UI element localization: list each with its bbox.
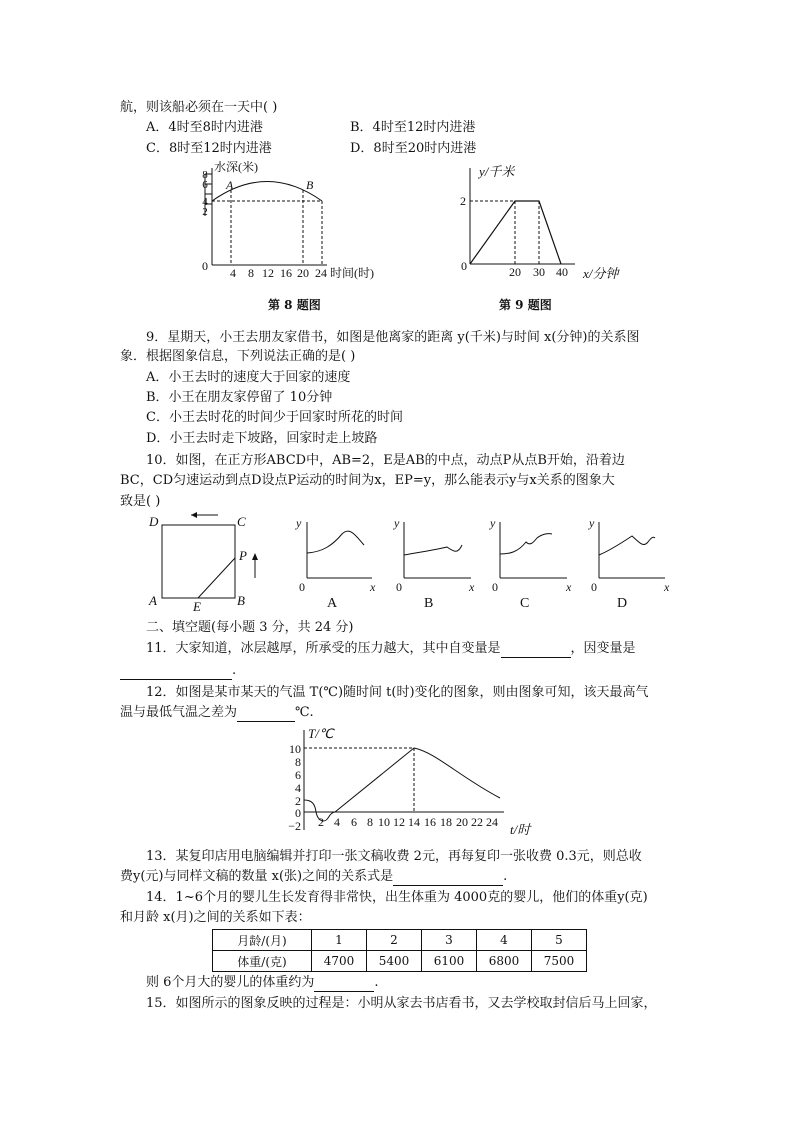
fig9-xtick-20: 20 [509,265,521,279]
fig9-caption: 第 9 题图 [499,298,552,312]
fig8-ytick-8: 8 [202,169,208,181]
fig9-origin: 0 [461,259,467,273]
svg-text:22: 22 [471,815,483,829]
q10-label-a: A [149,593,157,608]
fig8-ytick-2: 2 [202,206,208,218]
table-cell: 5 [532,930,587,951]
svg-text:8: 8 [295,755,301,769]
q9-stem-1: 9．星期天，小王去朋友家借书，如图是他离家的距离 y(千米)与时间 x(分钟)的关系图 [146,330,640,345]
fig8-ylabel: 水深(米) [214,160,258,174]
q9-option-a: A．小王去时的速度大于回家的速度 [146,370,351,385]
fig12-xlabel: t/时 [510,822,531,837]
svg-text:6: 6 [351,815,357,829]
q13-stem-2 [120,868,507,886]
table-cell: 月龄/(月) [213,930,312,951]
fig9-xtick-40: 40 [556,265,568,279]
svg-text:x: x [566,580,572,594]
q10-stem-3: 致是( ) [120,494,161,509]
svg-text:x: x [370,580,376,594]
table-cell: 体重/(克) [213,951,312,972]
q10-graph-b [393,516,475,611]
fig8-xtick: 20 [297,266,309,280]
q8-option-a: A．4时至8时内进港 [146,120,263,135]
fig9-graph [455,160,635,290]
q10-label-e: E [193,599,201,614]
q11-stem-end: . [232,663,237,678]
svg-text:4: 4 [334,815,340,829]
q11-stem [146,640,636,658]
q13-stem-1: 13．某复印店用电脑编辑并打印一张文稿收费 2元，再每复印一张收费 0.3元，则总收 [146,849,642,864]
q10-label-c: C [237,514,246,529]
q14-stem-3b: . [374,975,379,990]
fig8-xtick: 16 [280,266,292,280]
q14-stem-2: 和月龄 x(月)之间的关系如下表： [120,910,311,925]
q10-graph-label-b: B [424,596,434,611]
svg-text:18: 18 [440,815,452,829]
q14-stem-1: 14．1~6个月的婴儿生长发育得非常快，出生体重为 4000克的婴儿，他们的体重y(克) [146,890,648,905]
section-2-heading: 二、填空题(每小题 3 分，共 24 分) [146,620,354,635]
fig8-point-b: B [306,178,314,192]
fig8-ytick-4: 4 [202,196,208,208]
fig9-ytick-2: 2 [460,194,466,208]
q14-blank[interactable] [314,977,374,992]
q10-square-figure [145,510,270,615]
table-cell: 1 [312,930,367,951]
svg-text:2: 2 [295,794,301,808]
svg-text:y: y [296,516,302,530]
fig8-xlabel: 时间(时) [330,266,374,280]
q10-graph-label-d: D [617,596,628,611]
fig8-xtick: 24 [315,266,327,280]
q12-stem-2b: ℃. [295,705,314,720]
fig8-xtick: 4 [230,266,236,280]
q10-label-d: D [149,514,159,529]
q8-option-b: B．4时至12时内进港 [350,120,476,135]
svg-text:12: 12 [393,815,405,829]
table-cell: 7500 [532,951,587,972]
q12-blank[interactable] [237,707,295,722]
fig9-ylabel: y/千米 [479,164,515,179]
svg-text:0: 0 [299,580,305,594]
q8-stem-end: 航，则该船必须在一天中( ) [120,100,278,115]
q15-stem-1: 15．如图所示的图象反映的过程是：小明从家去书店看书，又去学校取封信后马上回家， [146,996,657,1011]
svg-text:0: 0 [295,806,301,820]
table-cell: 4 [477,930,532,951]
fig8-caption: 第 8 题图 [268,298,321,312]
q10-graph-label-a: A [327,596,338,611]
q13-blank[interactable] [393,871,503,886]
svg-text:−2: −2 [288,819,301,833]
q11-blank-2[interactable] [120,665,232,680]
q10-graph-a [295,516,376,611]
svg-text:14: 14 [408,815,420,829]
svg-text:0: 0 [492,580,498,594]
svg-text:y: y [589,516,595,530]
q8-option-c: C．8时至12时内进港 [146,141,272,156]
svg-text:y: y [490,516,496,530]
table-row [213,930,587,951]
q10-stem-1: 10．如图，在正方形ABCD中，AB=2，E是AB的中点，动点P从点B开始，沿着边 [146,453,625,468]
q10-graph-c [489,516,572,611]
fig8-ytick-6: 6 [202,179,208,191]
fig8-graph [195,160,395,290]
svg-text:6: 6 [295,768,301,782]
q12-stem-2a: 温与最低气温之差为 [120,705,238,720]
svg-text:8: 8 [367,815,373,829]
q14-stem-3 [146,974,379,992]
table-cell: 3 [422,930,477,951]
fig8-point-a: A [226,178,234,192]
q9-option-b: B．小王在朋友家停留了 10分钟 [146,390,333,405]
svg-text:y: y [394,516,400,530]
fig9-xtick-30: 30 [533,265,545,279]
q11-stem-b: ，因变量是 [570,641,636,656]
fig12-ylabel: T/℃ [308,726,334,741]
q10-stem-2: BC，CD匀速运动到点D设点P运动的时间为x，EP=y，那么能表示y与x关系的图象大 [120,473,615,488]
q14-table [212,929,587,972]
table-cell: 6100 [422,951,477,972]
q10-graph-label-c: C [520,596,530,611]
q10-graph-d [585,510,685,615]
svg-text:x: x [469,580,475,594]
fig8-origin: 0 [202,259,208,273]
q10-segment-ep [198,558,235,598]
table-cell: 5400 [367,951,422,972]
q9-stem-2: 象．根据图象信息，下列说法正确的是( ) [120,349,356,364]
svg-text:2: 2 [318,815,324,829]
fig8-xtick: 12 [262,266,274,280]
q11-stem-a: 11．大家知道，冰层越厚，所承受的压力越大，其中自变量是 [146,641,501,656]
svg-text:20: 20 [456,815,468,829]
q10-label-p: P [239,548,247,563]
table-cell: 6800 [477,951,532,972]
table-row [213,951,587,972]
q12-stem-2 [120,704,314,722]
fig8-xtick: 8 [248,266,254,280]
q9-option-c: C．小王去时花的时间少于回家时所花的时间 [146,410,403,425]
svg-text:0: 0 [396,580,402,594]
fig12-curve [304,748,500,821]
q13-stem-2b: . [503,869,508,884]
q9-option-d: D．小王去时走下坡路，回家时走上坡路 [146,431,378,446]
q14-stem-3a: 则 6个月大的婴儿的体重约为 [146,975,315,990]
q10-label-b: B [237,593,245,608]
svg-text:0: 0 [591,580,597,594]
svg-text:10: 10 [378,815,390,829]
q12-stem-1: 12．如图是某市某天的气温 T(℃)随时间 t(时)变化的图象，则由图象可知，该天最高气 [146,685,649,700]
fig9-xlabel: x/分钟 [583,266,619,281]
q8-option-d: D．8时至20时内进港 [350,141,477,156]
q10-option-graphs [290,510,600,615]
svg-text:24: 24 [486,815,498,829]
table-cell: 4700 [312,951,367,972]
fig12-graph [270,722,540,837]
svg-text:4: 4 [295,781,301,795]
q11-blank-1[interactable] [501,643,571,658]
svg-text:16: 16 [424,815,436,829]
svg-text:x: x [664,580,670,594]
table-cell: 2 [367,930,422,951]
q13-stem-2a: 费y(元)与同样文稿的数量 x(张)之间的关系式是 [120,869,394,884]
q11-line-2 [120,662,236,680]
svg-text:10: 10 [289,742,301,756]
